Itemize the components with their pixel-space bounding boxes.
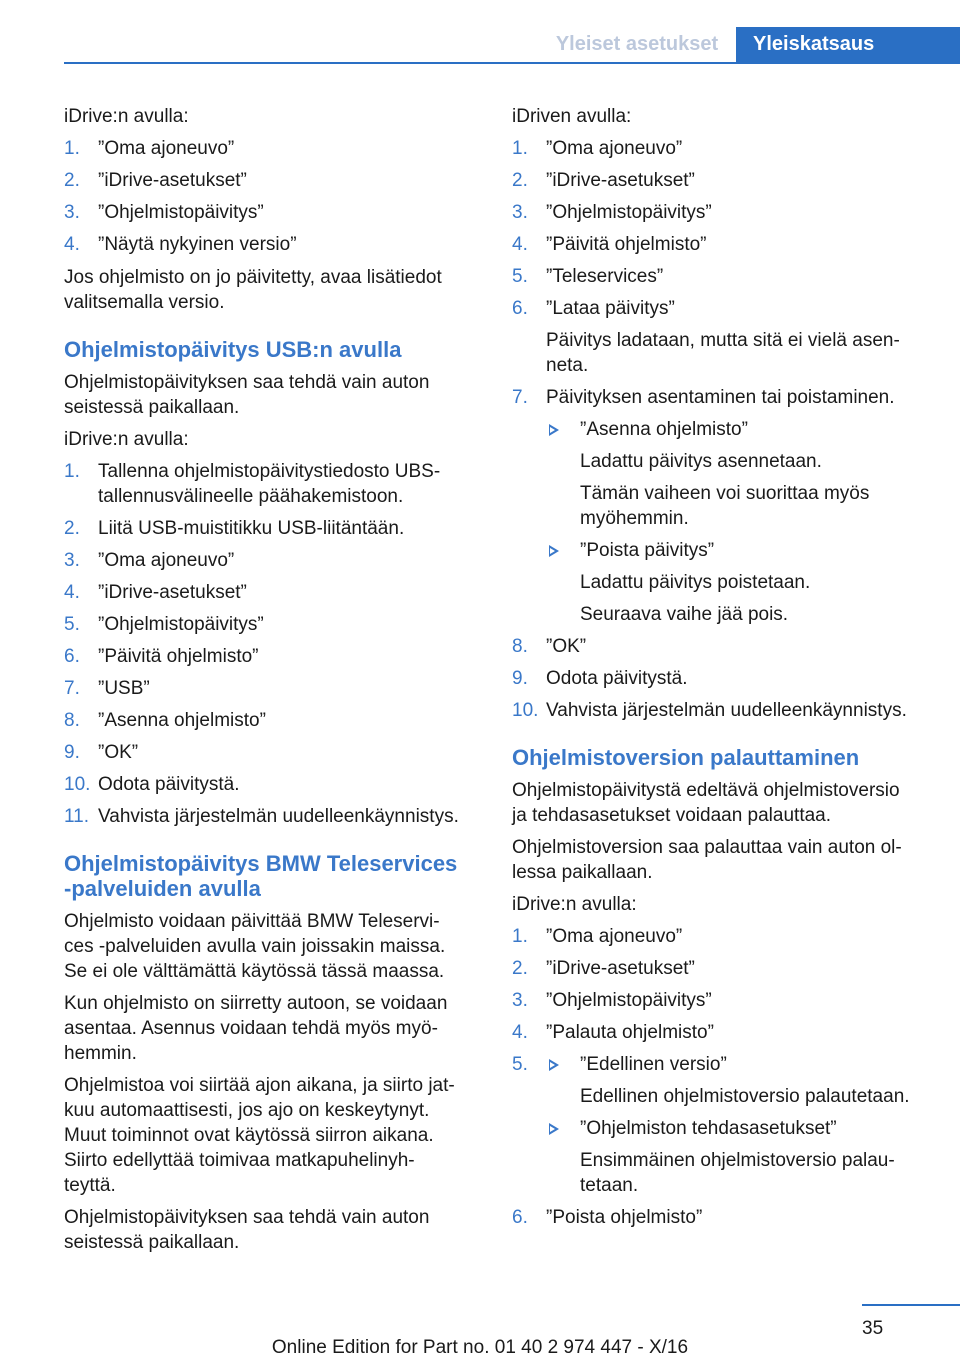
list-item: 6. ”Päivitä ohjelmisto” [64,646,259,667]
numbered-list [512,136,952,723]
list-item: 10. Vahvista järjestelmän uudelleenkäynnistys. [512,700,907,721]
list-item: 9. ”OK” [64,742,139,763]
list-item: 2. ”iDrive-asetukset” [512,170,695,191]
list-item: 6. ”Poista ohjelmisto” [512,1207,703,1228]
section-heading-usb: Ohjelmistopäivitys USB:n avulla [64,337,402,362]
edition-footer: Online Edition for Part no. 01 40 2 974 447 - X/16 [271,1337,689,1358]
list-item: 1. ”Oma ajoneuvo” [512,138,683,159]
list-item: 5. ”Edellinen versio” Edellinen ohjelmistoversio palautetaan. ”Ohjelmiston tehdasasetukset” Ensimmäinen ohjelmistoversio palau- tetaan. [512,1052,952,1198]
paragraph: Ohjelmistopäivityksen saa tehdä vain auton seistessä paikallaan. [64,1207,430,1253]
bullet-note: Ladattu päivitys poistetaan. [580,572,811,593]
list-item: 9. Odota päivitystä. [512,668,688,689]
list-item: 4. ”Palauta ohjelmisto” [512,1022,714,1043]
paragraph: Ohjelmistopäivitystä edeltävä ohjelmistoversio ja tehdasasetukset voidaan palauttaa. [512,780,900,826]
paragraph: Kun ohjelmisto on siirretty autoon, se voidaan asentaa. Asennus voidaan tehdä myös myö- hemmin. [64,993,448,1064]
list-item: 7. ”USB” [64,678,150,699]
intro-text: iDrive:n avulla: [512,894,637,915]
paragraph: Jos ohjelmisto on jo päivitetty, avaa lisätiedot valitsemalla versio. [64,267,442,313]
list-item: 4. ”iDrive-asetukset” [64,582,247,603]
header-section-tab: Yleiset asetukset [555,33,719,55]
bullet-note: Seuraava vaihe jää pois. [580,604,789,625]
list-item: 2. Liitä USB-muistitikku USB-liitäntään. [64,518,405,539]
bullet-item: ”Ohjelmiston tehdasasetukset” Ensimmäinen ohjelmistoversio palau- tetaan. [546,1116,952,1198]
bullet-item: ”Asenna ohjelmisto” Ladattu päivitys asennetaan. Tämän vaiheen voi suorittaa myös myöhemmin. [546,417,952,531]
list-item-note: Päivitys ladataan, mutta sitä ei vielä asen- neta. [546,330,900,376]
triangle-bullet-icon [549,545,559,557]
left-column [64,100,476,1262]
list-item: 8. ”Asenna ohjelmisto” [64,710,266,731]
bullet-item: ”Edellinen versio” Edellinen ohjelmistoversio palautetaan. [546,1052,952,1109]
list-item: 1. ”Oma ajoneuvo” [512,926,683,947]
triangle-bullet-icon [549,424,559,436]
list-item: 10. Odota päivitystä. [64,774,240,795]
right-column [512,100,952,1238]
bullet-note: Ensimmäinen ohjelmistoversio palau- tetaan. [580,1150,895,1196]
list-item: 6. ”Lataa päivitys” Päivitys ladataan, mutta sitä ei vielä asen- neta. [512,296,952,378]
list-item: 3. ”Ohjelmistopäivitys” [64,202,264,223]
list-item: 11. Vahvista järjestelmän uudelleenkäynnistys. [64,806,459,827]
numbered-list [64,136,476,257]
list-item: 3. ”Ohjelmistopäivitys” [512,990,712,1011]
intro-text: iDriven avulla: [512,106,632,127]
bullet-note: Tämän vaiheen voi suorittaa myös myöhemmin. [580,483,870,529]
numbered-list [512,924,952,1230]
list-item: 4. ”Näytä nykyinen versio” [64,234,297,255]
bullet-list [546,417,952,627]
paragraph: Ohjelmistoa voi siirtää ajon aikana, ja siirto jat- kuu automaattisesti, jos ajo on keskeytynyt. Muut toiminnot ovat käytössä siirron aikana. Siirto edellyttää toimivaa matkapuhelinyh- teyttä. [64,1075,455,1196]
list-item: 5. ”Teleservices” [512,266,664,287]
bullet-list [546,1052,952,1198]
bullet-note: Edellinen ohjelmistoversio palautetaan. [580,1086,910,1107]
footer-rule [862,1304,960,1306]
page-number: 35 [862,1318,884,1339]
list-item: 5. ”Ohjelmistopäivitys” [64,614,264,635]
bullet-note: Ladattu päivitys asennetaan. [580,451,822,472]
paragraph: Ohjelmisto voidaan päivittää BMW Teleservi- ces -palveluiden avulla vain joissakin maissa. Se ei ole välttämättä käytössä tässä maassa. [64,911,446,982]
bullet-item: ”Poista päivitys” Ladattu päivitys poistetaan. Seuraava vaihe jää pois. [546,538,952,627]
paragraph: Ohjelmistoversion saa palauttaa vain auton ol- lessa paikallaan. [512,837,902,883]
section-heading-teleservices: Ohjelmistopäivitys BMW Teleservices -palveluiden avulla [64,851,458,901]
section-heading-restore: Ohjelmistoversion palauttaminen [512,745,860,770]
list-item: 4. ”Päivitä ohjelmisto” [512,234,707,255]
numbered-list [64,459,476,829]
header-rule [64,62,960,64]
list-item: 1. Tallenna ohjelmistopäivitystiedosto UBS- tallennusvälineelle päähakemistoon. [64,461,441,507]
triangle-bullet-icon [549,1123,559,1135]
list-item: 3. ”Ohjelmistopäivitys” [512,202,712,223]
list-item: 2. ”iDrive-asetukset” [512,958,695,979]
paragraph: Ohjelmistopäivityksen saa tehdä vain auton seistessä paikallaan. [64,372,430,418]
list-item: 1. ”Oma ajoneuvo” [64,138,235,159]
list-item: 3. ”Oma ajoneuvo” [64,550,235,571]
list-item: 2. ”iDrive-asetukset” [64,170,247,191]
header-chapter-tab: Yleiskatsaus [736,27,960,62]
list-item: 7. Päivityksen asentaminen tai poistaminen. ”Asenna ohjelmisto” Ladattu päivitys asennetaan. Tämän vaiheen voi suorittaa myös myöhemmin. ”Poista päivitys” Ladattu päivitys poistetaan. Seuraava vaihe jää pois. [512,385,952,627]
intro-text: iDrive:n avulla: [64,429,189,450]
triangle-bullet-icon [549,1059,559,1071]
list-item: 8. ”OK” [512,636,587,657]
intro-text: iDrive:n avulla: [64,106,189,127]
